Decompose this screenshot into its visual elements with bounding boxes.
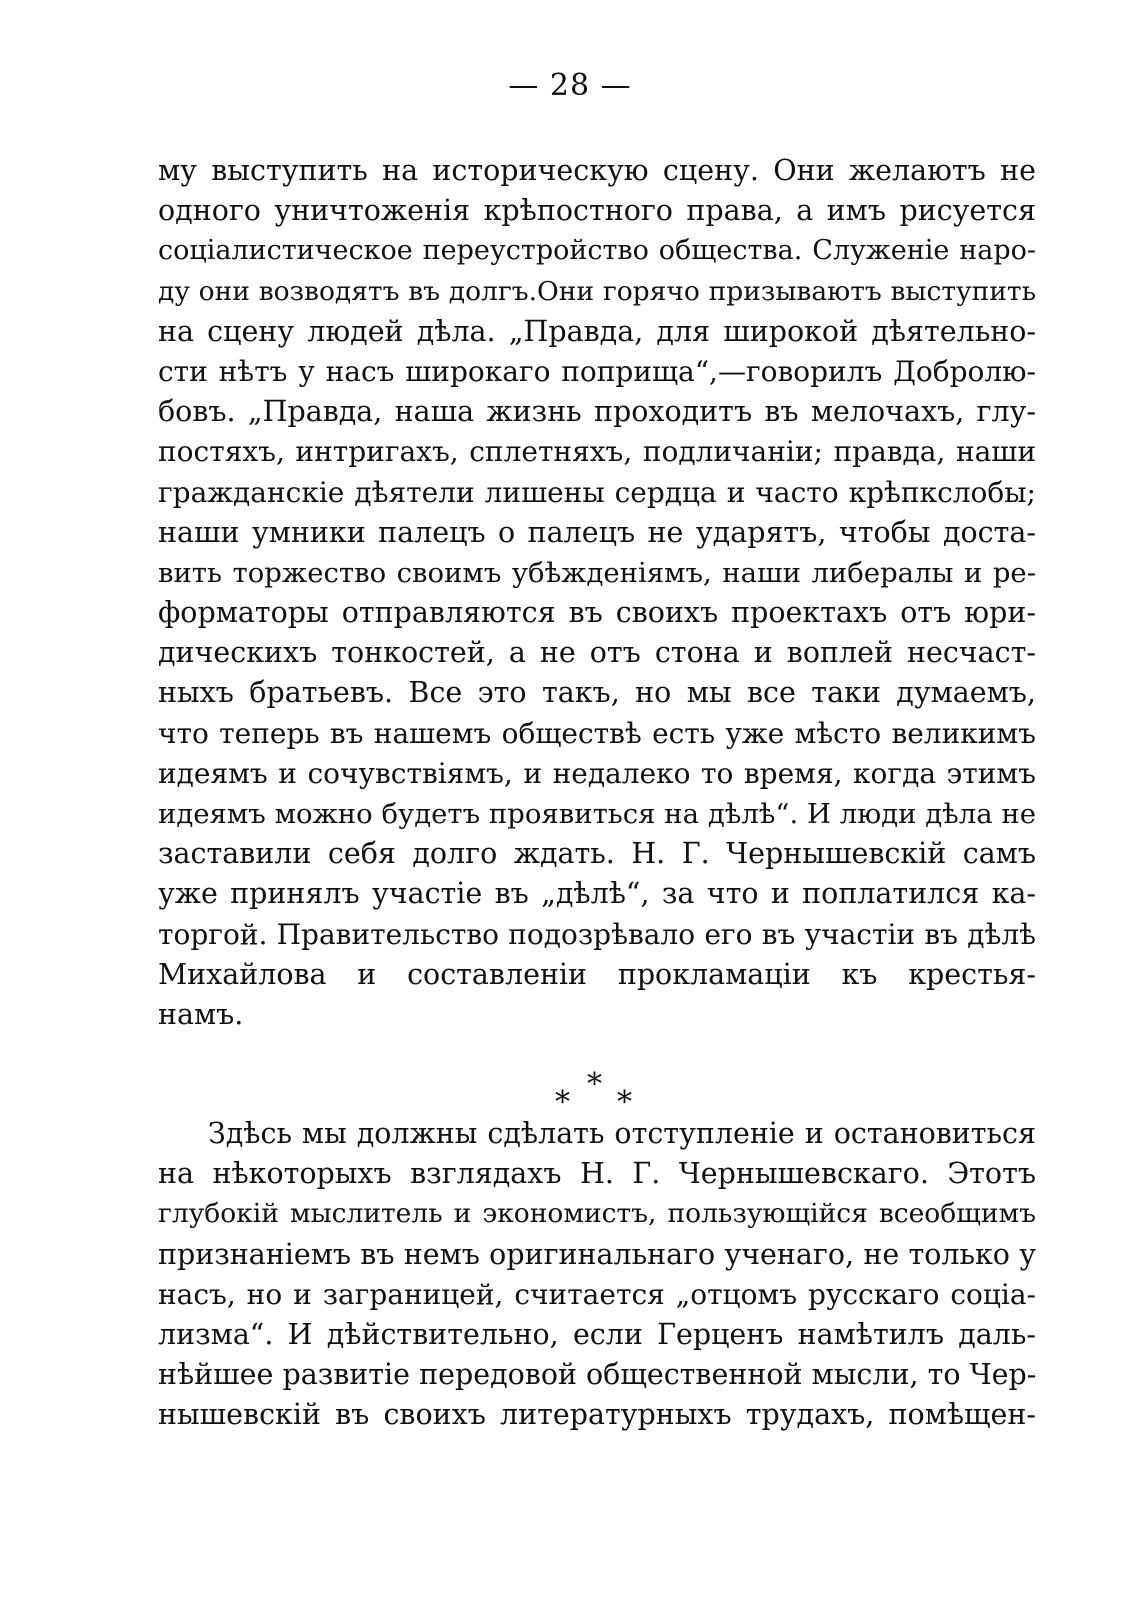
text-line: Здѣсь мы должны сдѣлать отступленіе и остановиться — [208, 1117, 1036, 1150]
text-line: уже принялъ участіе въ „дѣлѣ“, за что и поплатился ка- — [158, 877, 1036, 911]
text-line: соціалистическое переустройство общества. Служеніе наро- — [158, 235, 1036, 267]
text-line: му выступить на историческую сцену. Они желаютъ не — [158, 154, 1036, 187]
text-line: лизма“. И дѣйствительно, если Герценъ намѣтилъ даль- — [158, 1317, 1036, 1351]
text-line: сти нѣтъ у насъ широкаго поприща“,—говорилъ Добролю- — [158, 354, 1036, 388]
paragraph-2 — [158, 1114, 1036, 1436]
text-line: ныхъ братьевъ. Все это такъ, но мы все таки думаемъ, — [158, 676, 1036, 710]
text-line: Михайлова и составленіи прокламаціи къ крестья- — [158, 957, 1036, 991]
separator-star: * — [555, 1085, 570, 1120]
page-number: — 28 — — [508, 68, 632, 103]
section-separator — [555, 1067, 635, 1120]
text-line: на сцену людей дѣла. „Правда, для широкой дѣятельно- — [158, 314, 1036, 348]
text-line: торгой. Правительство подозрѣвало его въ участіи въ дѣлѣ — [158, 917, 1036, 951]
text-line: что теперь въ нашемъ обществѣ есть уже мѣсто великимъ — [158, 716, 1036, 750]
text-line: постяхъ, интригахъ, сплетняхъ, подличаніи; правда, наши — [158, 435, 1036, 469]
text-line: намъ. — [158, 997, 244, 1031]
text-line: нышевскій въ своихъ литературныхъ трудахъ, помѣщен- — [158, 1398, 1036, 1432]
text-line: наши умники палецъ о палецъ не ударятъ, чтобы доста- — [158, 515, 1036, 549]
text-line: глубокій мыслитель и экономистъ, пользующійся всеобщимъ — [158, 1198, 1036, 1230]
paragraph-1 — [158, 151, 1036, 1035]
separator-star: * — [617, 1085, 632, 1120]
text-line: форматоры отправляются въ своихъ проектахъ отъ юри- — [158, 596, 1036, 630]
text-line: на нѣкоторыхъ взглядахъ Н. Г. Чернышевскаго. Этотъ — [158, 1157, 1036, 1191]
separator-star: * — [587, 1067, 602, 1102]
text-line: идеямъ можно будетъ проявиться на дѣлѣ“. И люди дѣла не — [158, 798, 1036, 830]
text-line: дическихъ тонкостей, а не отъ стона и воплей несчаст- — [158, 636, 1036, 670]
text-line: нѣйшее развитіе передовой общественной мысли, то Чер- — [158, 1358, 1036, 1392]
text-line: заставили себя долго ждать. Н. Г. Чернышевскій самъ — [158, 837, 1036, 871]
text-line: ду они возводятъ въ долгъ.Они горячо призываютъ выступить — [158, 275, 1036, 307]
text-line: одного уничтоженія крѣпостного права, а имъ рисуется — [158, 194, 1036, 228]
text-line: вить торжество своимъ убѣжденіямъ, наши либералы и ре- — [158, 556, 1036, 589]
text-line: признаніемъ въ немъ оригинальнаго ученаго, не только у — [158, 1237, 1036, 1271]
text-line: гражданскіе дѣятели лишены сердца и часто крѣпкслобы; — [158, 475, 1036, 509]
text-line: насъ, но и заграницей, считается „отцомъ русскаго соціа- — [158, 1277, 1036, 1311]
text-line: идеямъ и сочувствіямъ, и недалеко то время, когда этимъ — [158, 756, 1036, 790]
text-line: бовъ. „Правда, наша жизнь проходитъ въ мелочахъ, глу- — [158, 395, 1036, 429]
